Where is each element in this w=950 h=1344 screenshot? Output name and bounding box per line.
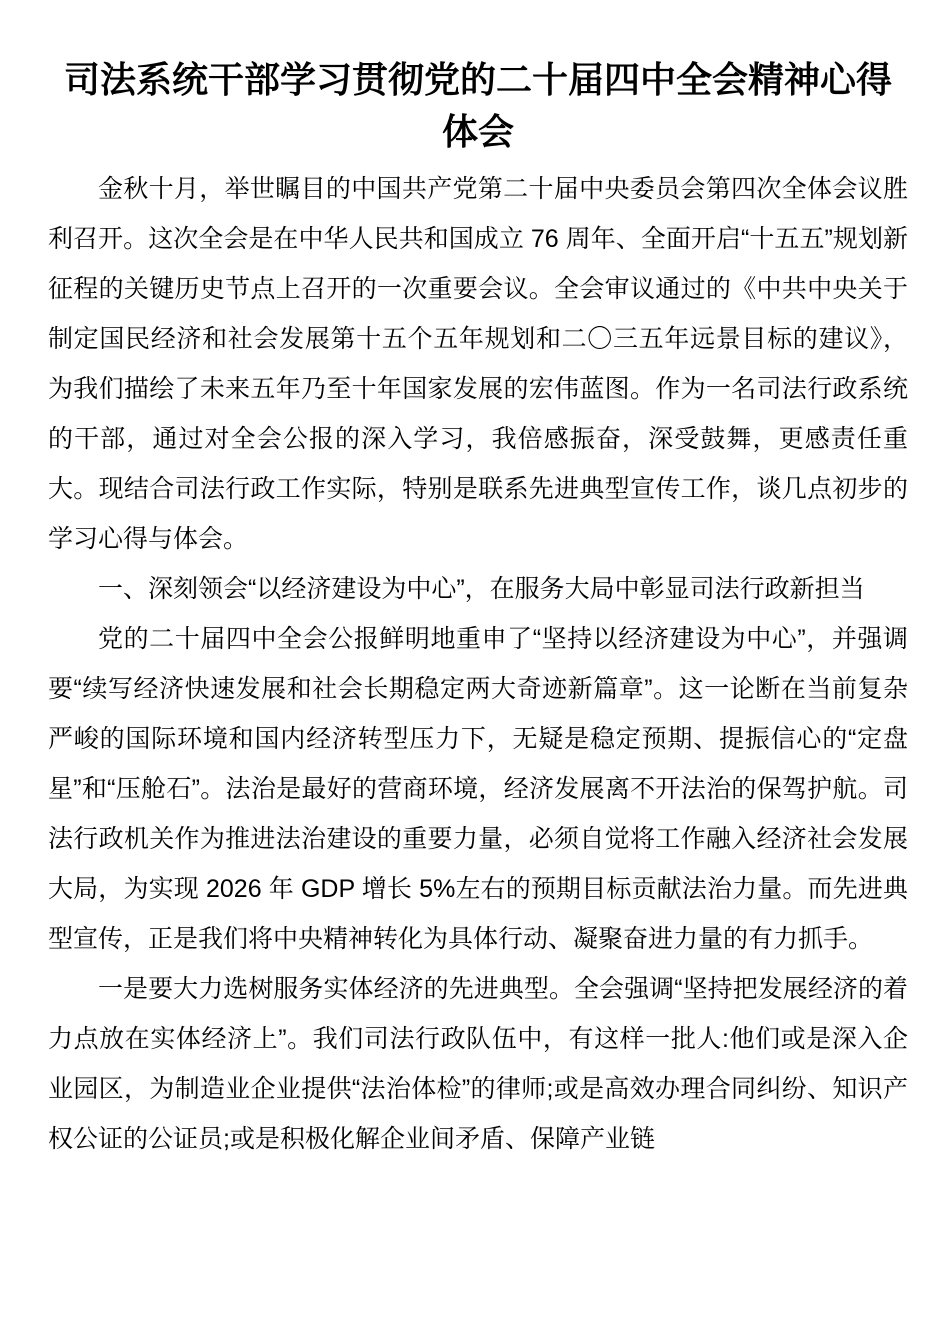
body-paragraph: 党的二十届四中全会公报鲜明地重申了“坚持以经济建设为中心”，并强调要“续写经济快速发展和社会长期稳定两大奇迹新篇章”。这一论断在当前复杂严峻的国际环境和国内经济转型压力下，无疑是稳定预期、提振信心的“定盘星”和“压舱石”。法治是最好的营商环境，经济发展离不开法治的保驾护航。司法行政机关作为推进法治建设的重要力量，必须自觉将工作融入经济社会发展大局，为实现 2026 年 GDP 增长 5%左右的预期目标贡献法治力量。而先进典型宣传，正是我们将中央精神转化为具体行动、凝聚奋进力量的有力抓手。 — [48, 625, 908, 953]
document-title: 司法系统干部学习贯彻党的二十届四中全会精神心得体会 — [63, 59, 892, 152]
body-paragraph: 金秋十月，举世瞩目的中国共产党第二十届中央委员会第四次全体会议胜利召开。这次全会是在中华人民共和国成立 76 周年、全面开启“十五五”规划新征程的关键历史节点上召开的一次重要会议。全会审议通过的《中共中央关于制定国民经济和社会发展第十五个五年规划和二〇三五年远景目标的建议》，为我们描绘了未来五年乃至十年国家发展的宏伟蓝图。作为一名司法行政系统的干部，通过对全会公报的深入学习，我倍感振奋，深受鼓舞，更感责任重大。现结合司法行政工作实际，特别是联系先进典型宣传工作，谈几点初步的学习心得与体会。 — [48, 175, 908, 553]
body-paragraph: 一是要大力选树服务实体经济的先进典型。全会强调“坚持把发展经济的着力点放在实体经济上”。我们司法行政队伍中，有这样一批人:他们或是深入企业园区，为制造业企业提供“法治体检”的律师;或是高效办理合同纠纷、知识产权公证的公证员;或是积极化解企业间矛盾、保障产业链 — [48, 975, 908, 1153]
section-heading: 一、深刻领会“以经济建设为中心”，在服务大局中彰显司法行政新担当 — [98, 575, 865, 603]
